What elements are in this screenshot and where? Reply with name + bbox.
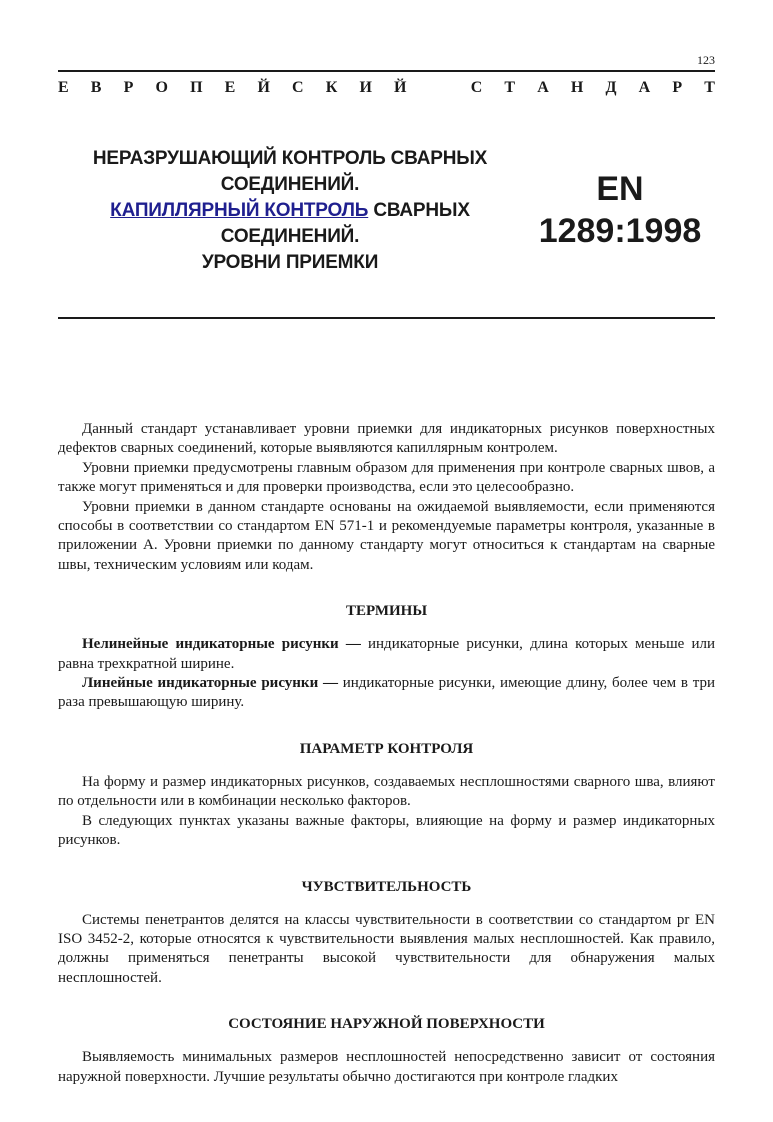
series-header xyxy=(58,78,715,98)
series-header-letter: И xyxy=(359,79,372,96)
series-header-letter: С xyxy=(292,79,304,96)
section-heading-control-parameter: ПАРАМЕТР КОНТРОЛЯ xyxy=(299,740,474,757)
title-rule xyxy=(58,317,715,319)
standard-prefix: EN xyxy=(596,170,644,208)
series-header-letter: Т xyxy=(704,79,715,96)
series-header-letter: А xyxy=(638,79,651,96)
intro-paragraph: Уровни приемки предусмотрены главным образом для применения при контроле сварных швов, а также могут применяться и для проверки производства, если это целесообразно. xyxy=(58,459,715,496)
series-header-letter: Т xyxy=(504,79,516,96)
series-header-letter: Й xyxy=(394,79,407,96)
body-paragraph: В следующих пунктах указаны важные факторы, влияющие на форму и размер индикаторных рисунков. xyxy=(58,812,715,849)
title-line xyxy=(80,198,500,224)
term-definition xyxy=(58,635,715,674)
series-header-letter: О xyxy=(155,79,168,96)
series-header-letter: Е xyxy=(224,79,236,96)
series-header-letter: Д xyxy=(605,79,617,96)
title-line: УРОВНИ ПРИЕМКИ xyxy=(201,252,379,273)
series-header-letter: В xyxy=(90,79,102,96)
document-title xyxy=(80,146,500,276)
document-body xyxy=(58,420,715,1087)
body-paragraph: На форму и размер индикаторных рисунков, создаваемых несплошностями сварного шва, влияют по отдельности или в комбинации несколько факторов. xyxy=(58,773,715,810)
term-text: индикаторные рисунки, длина которых меньше или равна трехкратной ширине. xyxy=(58,636,716,672)
term-name: Нелинейные индикаторные рисунки — xyxy=(82,636,361,653)
term-definition xyxy=(58,674,715,713)
series-header-letter: Е xyxy=(58,79,69,96)
title-line-rest: СВАРНЫХ xyxy=(368,200,470,221)
intro-paragraph: Данный стандарт устанавливает уровни приемки для индикаторных рисунков поверхностных дефектов сварных соединений, которые выявляются капиллярным контролем. xyxy=(58,421,715,457)
title-line: НЕРАЗРУШАЮЩИЙ КОНТРОЛЬ СВАРНЫХ xyxy=(92,148,488,169)
series-header-letter: С xyxy=(470,79,483,96)
section-heading-terms: ТЕРМИНЫ xyxy=(345,603,428,620)
capillary-control-link[interactable]: КАПИЛЛЯРНЫЙ КОНТРОЛЬ xyxy=(110,200,369,221)
body-paragraph: Выявляемость минимальных размеров несплошностей непосредственно зависит от состояния наружной поверхности. Лучшие результаты обычно достигаются при контроле гладких xyxy=(58,1049,715,1085)
title-line: СОЕДИНЕНИЙ. xyxy=(220,174,360,195)
series-header-letter: К xyxy=(325,79,338,96)
series-header-letter: Й xyxy=(257,79,270,96)
body-paragraph: Системы пенетрантов делятся на классы чувствительности в соответствии со стандартом pr EN ISO 3452-2, которые относятся к чувствительности выявления малых несплошностей. Как правило, должны применяться пенетранты высокой чувствительности для обнаружения малых несплошностей. xyxy=(58,911,715,986)
series-header-letter: Р xyxy=(123,79,134,96)
section-heading-surface-condition: СОСТОЯНИЕ НАРУЖНОЙ ПОВЕРХНОСТИ xyxy=(228,1016,545,1033)
intro-paragraph: Уровни приемки в данном стандарте основаны на ожидаемой выявляемости, если применяются способы в соответствии со стандартом EN 571-1 и рекомендуемые параметры контроля, указанные в приложении А. Уровни приемки по данному стандарту могут относиться к стандартам на сварные швы, техническим условиям или кодам. xyxy=(58,498,715,573)
header-rule xyxy=(58,70,715,72)
page-number: 123 xyxy=(697,53,715,67)
series-header-letter: Р xyxy=(672,79,683,96)
standard-number: 1289:1998 xyxy=(538,212,702,250)
term-text: индикаторные рисунки, имеющие длину, более чем в три раза превышающую ширину. xyxy=(58,675,716,711)
series-header-gap xyxy=(429,78,449,98)
term-name: Линейные индикаторные рисунки — xyxy=(82,675,338,692)
standard-code xyxy=(520,168,720,252)
title-line: СОЕДИНЕНИЙ. xyxy=(220,226,360,247)
series-header-letter: Н xyxy=(570,79,584,96)
series-header-letter: П xyxy=(190,79,203,96)
section-heading-sensitivity: ЧУВСТВИТЕЛЬНОСТЬ xyxy=(301,878,472,895)
series-header-letter: А xyxy=(537,79,549,96)
